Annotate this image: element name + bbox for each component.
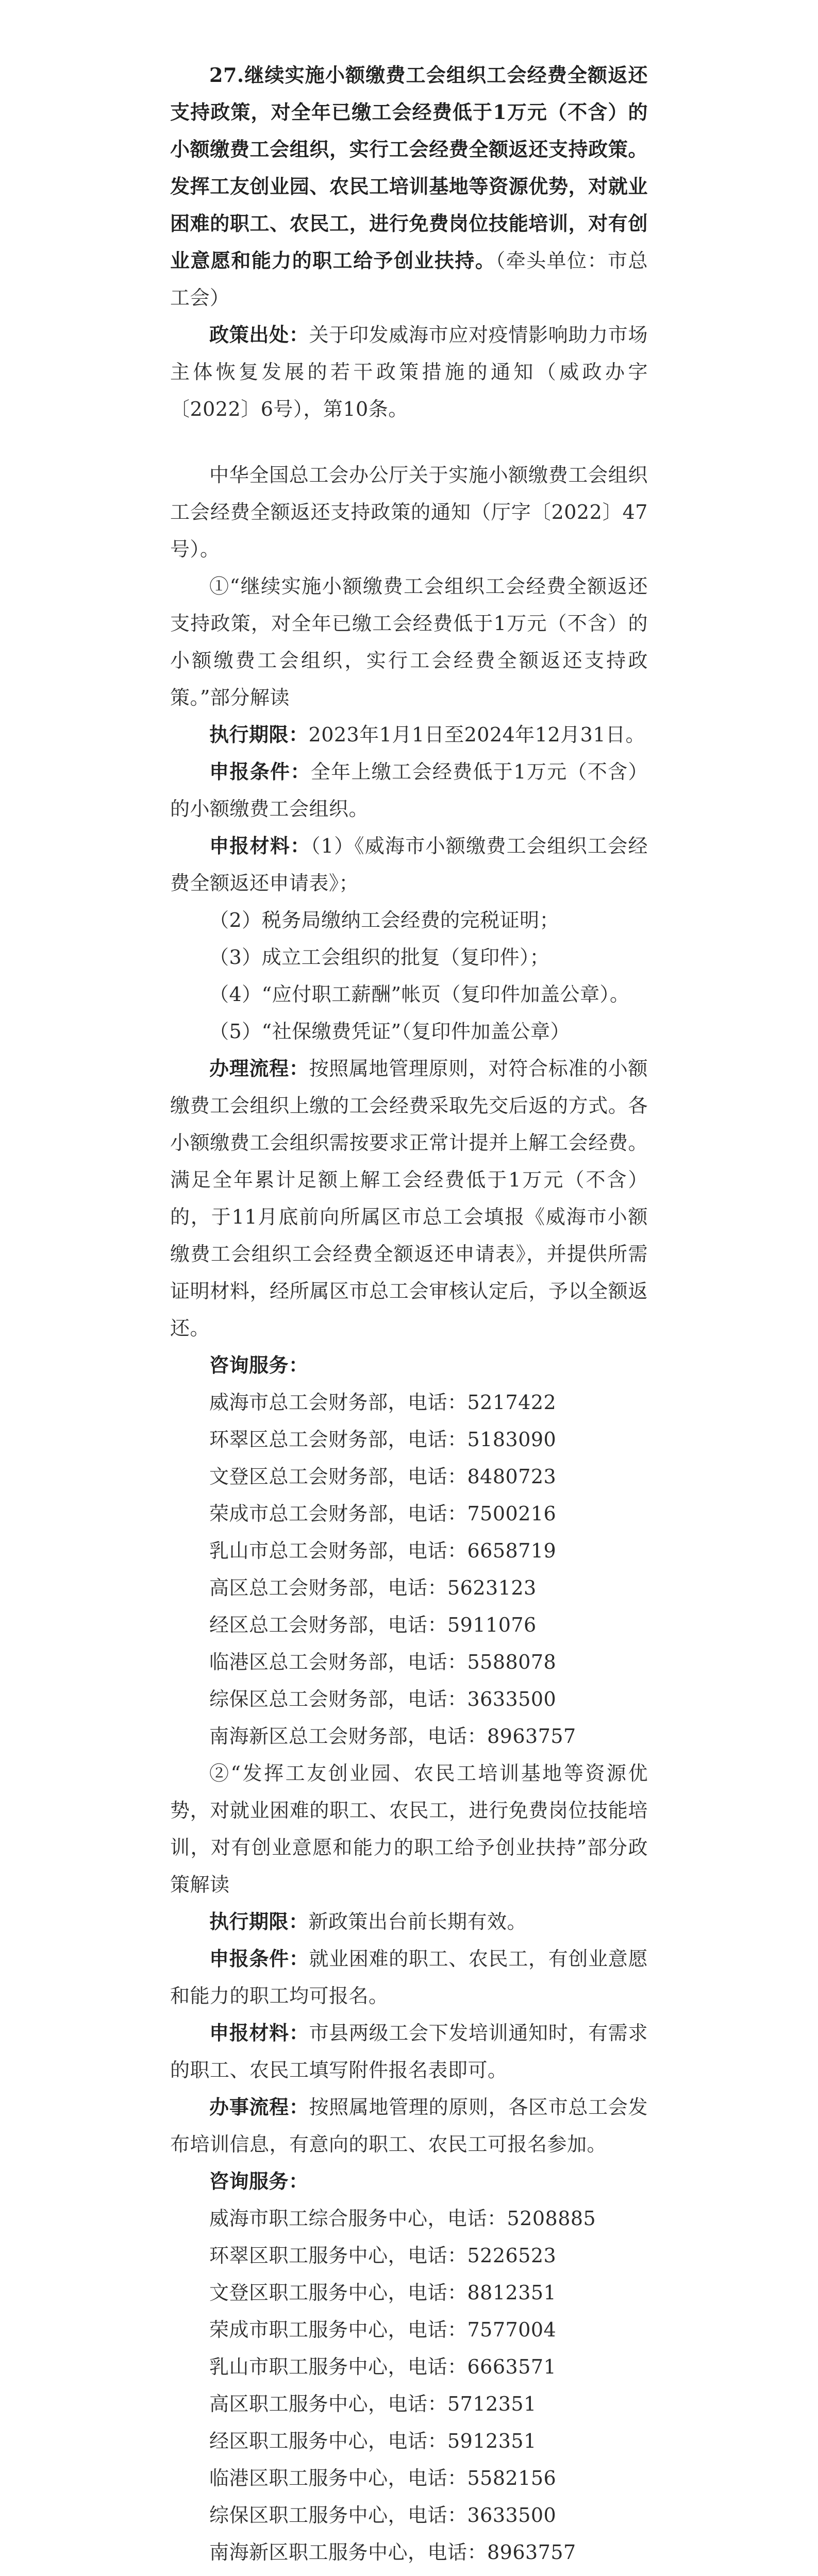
contact-item: 临港区总工会财务部，电话：5588078	[209, 1651, 557, 1673]
contact-item: 环翠区职工服务中心，电话：5226523	[209, 2244, 557, 2267]
item-27-heading	[170, 57, 648, 316]
part2-exec	[170, 1903, 648, 1940]
exec-label: 执行期限：	[209, 723, 309, 746]
part2-process	[170, 2089, 648, 2163]
gap	[170, 428, 648, 456]
part1-materials	[170, 827, 648, 902]
part1-contact-list	[170, 1384, 648, 1755]
item-28-heading	[170, 2571, 648, 2576]
contact-item: 临港区职工服务中心，电话：5582156	[209, 2467, 557, 2489]
contact-item: 南海新区总工会财务部，电话：8963757	[209, 1725, 576, 1748]
policy-source-text: 关于印发威海市应对疫情影响助力市场主体恢复发展的若干政策措施的通知（威政办字〔2022〕6号），第10条。	[170, 324, 648, 420]
contact-item: 综保区职工服务中心，电话：3633500	[209, 2504, 557, 2527]
process-label: 办理流程：	[209, 1057, 309, 1080]
cond-text: 全年上缴工会经费低于1万元（不含）的小额缴费工会组织。	[170, 760, 648, 820]
contact-item: 文登区总工会财务部，电话：8480723	[209, 1465, 557, 1488]
process-label: 办事流程：	[209, 2095, 309, 2119]
contact-item: 乳山市总工会财务部，电话：6658719	[209, 1539, 557, 1562]
part1-exec	[170, 716, 648, 753]
contact-item: 高区总工会财务部，电话：5623123	[209, 1577, 537, 1599]
contact-item: 南海新区职工服务中心，电话：8963757	[209, 2541, 576, 2564]
item-27-title: 27.继续实施小额缴费工会组织工会经费全额返还支持政策，对全年已缴工会经费低于1万元（不含）的小额缴费工会组织，实行工会经费全额返还支持政策。发挥工友创业园、农民工培训基地等资源优势，对就业困难的职工、农民工，进行免费岗位技能培训，对有创业意愿和能力的职工给予创业扶持。	[170, 63, 648, 272]
part2-contact-list	[170, 2200, 648, 2571]
contact-item: 环翠区总工会财务部，电话：5183090	[209, 1428, 557, 1451]
part2-title: ②“发挥工友创业园、农民工培训基地等资源优势，对就业困难的职工、农民工，进行免费岗位技能培训，对有创业意愿和能力的职工给予创业扶持”部分政策解读	[170, 1762, 648, 1896]
materials-label: 申报材料：	[209, 2021, 309, 2044]
materials-item-2: （2）税务局缴纳工会经费的完税证明；	[209, 909, 560, 931]
cond-text: 就业困难的职工、农民工，有创业意愿和能力的职工均可报名。	[170, 1947, 648, 2007]
contact-item: 威海市总工会财务部，电话：5217422	[209, 1391, 557, 1414]
top-margin	[170, 0, 648, 57]
process-text: 按照属地管理原则，对符合标准的小额缴费工会组织上缴的工会经费采取先交后返的方式。各小额缴费工会组织需按要求正常计提并上解工会经费。满足全年累计足额上解工会经费低于1万元（不含）的，于11月底前向所属区市总工会填报《威海市小额缴费工会组织工会经费全额返还申请表》，并提供所需证明材料，经所属区市总工会审核认定后，予以全额返还。	[170, 1057, 648, 1340]
materials-item-3: （3）成立工会组织的批复（复印件）；	[209, 946, 550, 969]
policy-source-label: 政策出处：	[209, 323, 309, 346]
contact-item: 经区职工服务中心，电话：5912351	[209, 2430, 537, 2452]
contact-item: 荣成市总工会财务部，电话：7500216	[209, 1502, 557, 1525]
cond-label: 申报条件：	[209, 1947, 309, 1970]
part2-materials	[170, 2014, 648, 2089]
contact-item: 高区职工服务中心，电话：5712351	[209, 2393, 537, 2415]
part2-consult-label: 咨询服务：	[209, 2170, 309, 2193]
exec-text: 2023年1月1日至2024年12月31日。	[308, 723, 645, 746]
contact-item: 经区总工会财务部，电话：5911076	[209, 1614, 537, 1636]
exec-text: 新政策出台前长期有效。	[308, 1910, 527, 1933]
part1-title: ①“继续实施小额缴费工会组织工会经费全额返还支持政策，对全年已缴工会经费低于1万元（不含）的小额缴费工会组织，实行工会经费全额返还支持政策。”部分解读	[170, 575, 648, 709]
part2-cond	[170, 1940, 648, 2014]
part1-consult-label: 咨询服务：	[209, 1353, 309, 1377]
exec-label: 执行期限：	[209, 1910, 309, 1933]
contact-item: 综保区总工会财务部，电话：3633500	[209, 1688, 557, 1710]
contact-item: 乳山市职工服务中心，电话：6663571	[209, 2355, 557, 2378]
part1-cond	[170, 753, 648, 827]
materials-item-5: （5）“社保缴费凭证”（复印件加盖公章）	[209, 1020, 571, 1043]
part1-process	[170, 1050, 648, 1347]
process-text: 按照属地管理的原则，各区市总工会发布培训信息，有意向的职工、农民工可报名参加。	[170, 2096, 648, 2156]
materials-text: 市县两级工会下发培训通知时，有需求的职工、农民工填写附件报名表即可。	[170, 2022, 648, 2081]
item-27-policy-source	[170, 316, 648, 428]
item-27-lead: （牵头单位：市总工会）	[170, 249, 648, 309]
cond-label: 申报条件：	[209, 760, 311, 783]
contact-item: 威海市职工综合服务中心，电话：5208885	[209, 2207, 596, 2230]
materials-item-4: （4）“应付职工薪酬”帐页（复印件加盖公章）。	[209, 983, 630, 1006]
national-notice: 中华全国总工会办公厅关于实施小额缴费工会组织工会经费全额返还支持政策的通知（厅字〔2022〕47号）。	[170, 464, 648, 561]
materials-item-1: （1）《威海市小额缴费工会组织工会经费全额返还申请表》；	[170, 835, 648, 894]
materials-label: 申报材料：	[209, 834, 311, 857]
contact-item: 文登区职工服务中心，电话：8812351	[209, 2281, 557, 2304]
contact-item: 荣成市职工服务中心，电话：7577004	[209, 2318, 557, 2341]
